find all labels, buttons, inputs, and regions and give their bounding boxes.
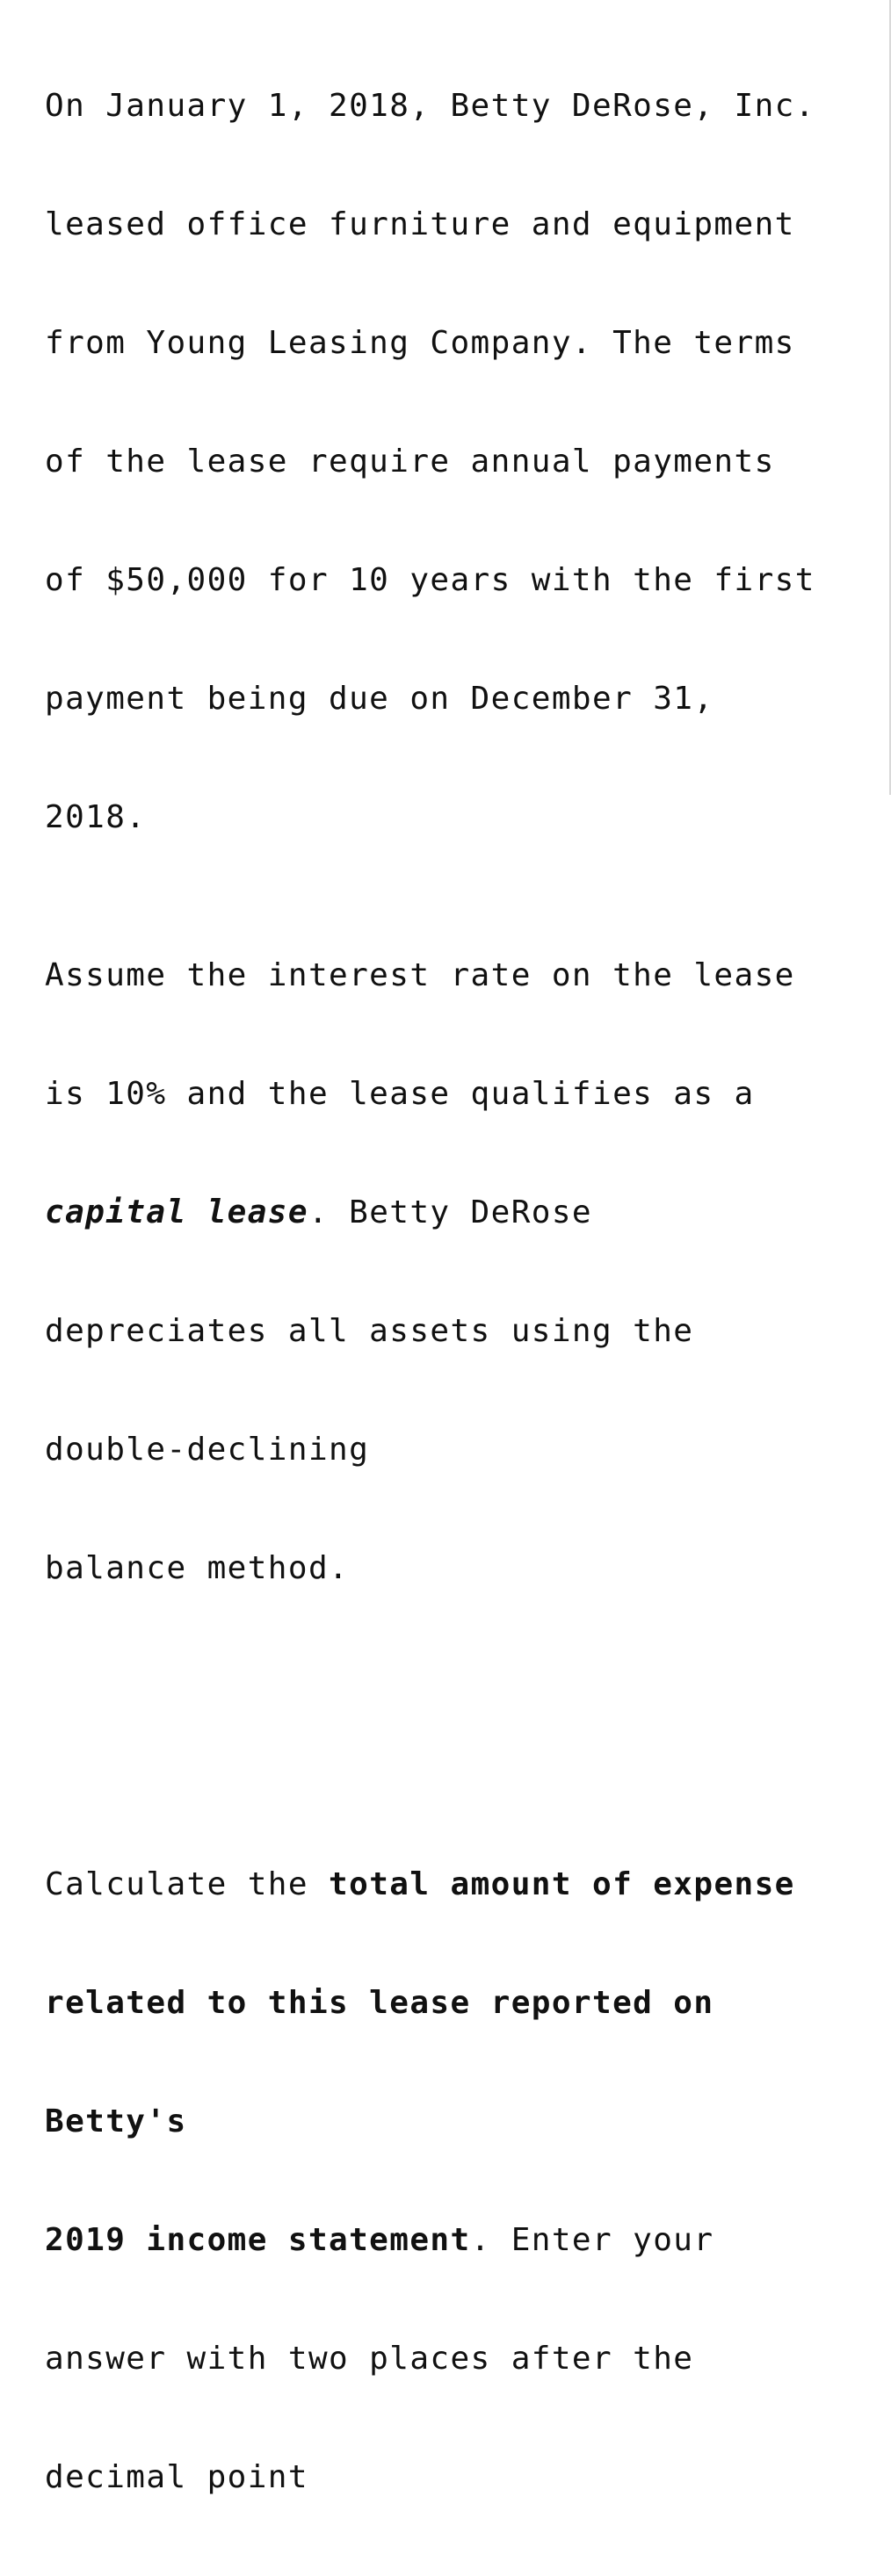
text-line bbox=[45, 2220, 880, 2260]
question-emphasis-line: related to this lease reported on bbox=[45, 1985, 714, 2021]
text-line: double-declining bbox=[45, 1432, 370, 1468]
text-line bbox=[45, 1193, 880, 1232]
text-line: leased office furniture and equipment bbox=[45, 206, 795, 242]
text-line: Assume the interest rate on the lease bbox=[45, 957, 795, 993]
paragraph-spacer bbox=[45, 1707, 880, 1746]
text-fragment: Calculate the bbox=[45, 1866, 330, 1902]
text-fragment: . Betty DeRose bbox=[308, 1194, 593, 1230]
question-emphasis-line: Betty's bbox=[45, 2103, 187, 2139]
text-fragment: . Enter your bbox=[470, 2222, 714, 2258]
text-line: answer with two places after the bbox=[45, 2341, 694, 2377]
text-line: of the lease require annual payments bbox=[45, 444, 775, 480]
capital-lease-emphasis: capital lease bbox=[45, 1194, 308, 1230]
text-line: On January 1, 2018, Betty DeRose, Inc. bbox=[45, 88, 815, 124]
question-emphasis: total amount of expense bbox=[329, 1866, 795, 1902]
text-line: balance method. bbox=[45, 1550, 350, 1586]
problem-text bbox=[45, 7, 880, 2576]
text-line: payment being due on December 31, bbox=[45, 681, 714, 717]
question-emphasis: 2019 income statement bbox=[45, 2222, 471, 2258]
text-line bbox=[45, 1865, 880, 1904]
text-line: depreciates all assets using the bbox=[45, 1313, 694, 1349]
text-line: 2018. bbox=[45, 799, 147, 835]
text-line: from Young Leasing Company. The terms bbox=[45, 325, 795, 361]
text-line: decimal point bbox=[45, 2459, 308, 2495]
text-line: is 10% and the lease qualifies as a bbox=[45, 1076, 755, 1112]
text-line: of $50,000 for 10 years with the first bbox=[45, 562, 815, 598]
